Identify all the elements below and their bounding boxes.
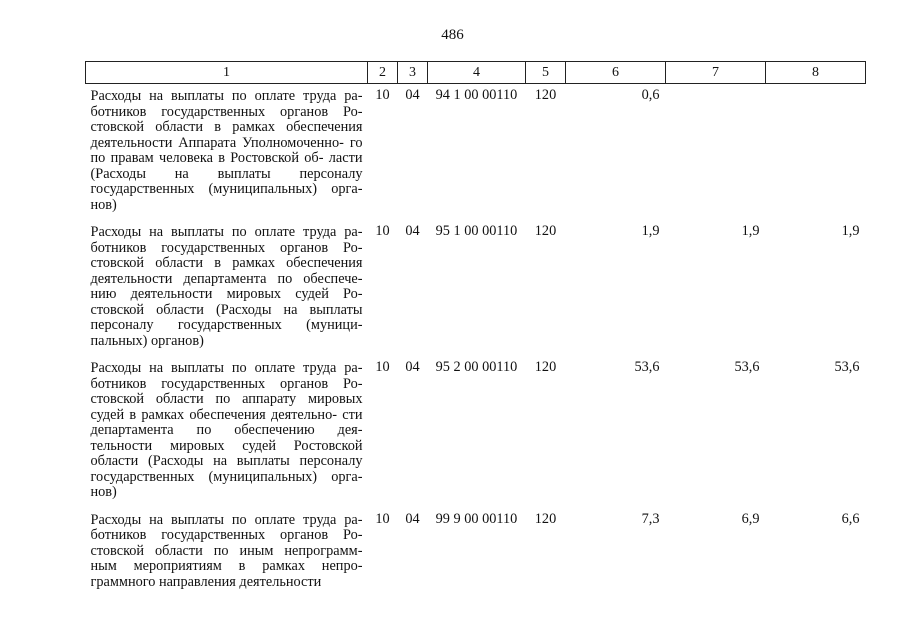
row-description: Расходы на выплаты по оплате труда ра- ботников государственных органов Ро- стовской области по иным непрограмм- ным мероприятиям в рамках непро- граммного направления деятельности (90, 512, 363, 590)
amount-col8: 1,9 (841, 223, 860, 239)
header-cell-5: 5 (526, 62, 566, 84)
section-code: 10 (375, 359, 390, 375)
section-code: 10 (375, 510, 390, 527)
header-cell-6: 6 (566, 62, 666, 84)
amount-col6: 53,6 (634, 359, 660, 375)
target-article-code: 95 1 00 00110 (435, 223, 518, 239)
amount-col8 (766, 84, 866, 221)
expense-type-code: 120 (534, 223, 557, 239)
row-description: Расходы на выплаты по оплате труда ра- ботников государственных органов Ро- стовской области в рамках обеспечения деятельности Аппарата Уполномоченно- го по правам человека в Ростовской об- ласти (Расходы на выплаты персоналу государственных (муниципальных) орга- нов) (90, 88, 363, 213)
row-description: Расходы на выплаты по оплате труда ра- ботников государственных органов Ро- стовской области в рамках обеспечения деятельности департамента по обеспече- нию деятельности мировых судей Ро- стовской области (Расходы на выплаты персоналу государственных (муници- пальных) органов) (90, 224, 363, 349)
header-row (86, 62, 866, 84)
amount-col8: 53,6 (834, 359, 860, 375)
table-row (86, 220, 866, 356)
table-row (86, 356, 866, 508)
amount-col6: 1,9 (641, 223, 660, 239)
table-row (86, 84, 866, 221)
amount-col7: 1,9 (741, 223, 760, 239)
subsection-code: 04 (405, 510, 420, 527)
subsection-code: 04 (405, 359, 420, 375)
row-description: Расходы на выплаты по оплате труда ра- ботников государственных органов Ро- стовской области по аппарату мировых судей в рамках обеспечения деятельно- сти департамента по обеспечению дея- тельности мировых судей Ростовской области (Расходы на выплаты персоналу государственных (муниципальных) орга- нов) (90, 360, 363, 500)
amount-col7 (666, 84, 766, 221)
expense-type-code: 120 (534, 87, 557, 103)
expense-type-code: 120 (534, 359, 557, 375)
subsection-code: 04 (405, 223, 420, 239)
table-row (86, 508, 866, 601)
amount-col7: 6,9 (741, 510, 760, 527)
target-article-code: 99 9 00 00110 (435, 510, 518, 527)
header-cell-7: 7 (666, 62, 766, 84)
amount-col7: 53,6 (734, 359, 760, 375)
page-number: 486 (441, 27, 464, 43)
header-cell-3: 3 (398, 62, 428, 84)
budget-table (85, 61, 866, 601)
header-cell-4: 4 (428, 62, 526, 84)
expense-type-code: 120 (534, 510, 557, 527)
amount-col8: 6,6 (841, 510, 860, 527)
header-cell-1: 1 (86, 62, 368, 84)
section-code: 10 (375, 87, 390, 103)
header-cell-8: 8 (766, 62, 866, 84)
section-code: 10 (375, 223, 390, 239)
target-article-code: 95 2 00 00110 (435, 359, 518, 375)
subsection-code: 04 (405, 87, 420, 103)
amount-col6: 0,6 (641, 87, 660, 103)
target-article-code: 94 1 00 00110 (435, 87, 518, 103)
header-cell-2: 2 (368, 62, 398, 84)
amount-col6: 7,3 (641, 510, 660, 527)
